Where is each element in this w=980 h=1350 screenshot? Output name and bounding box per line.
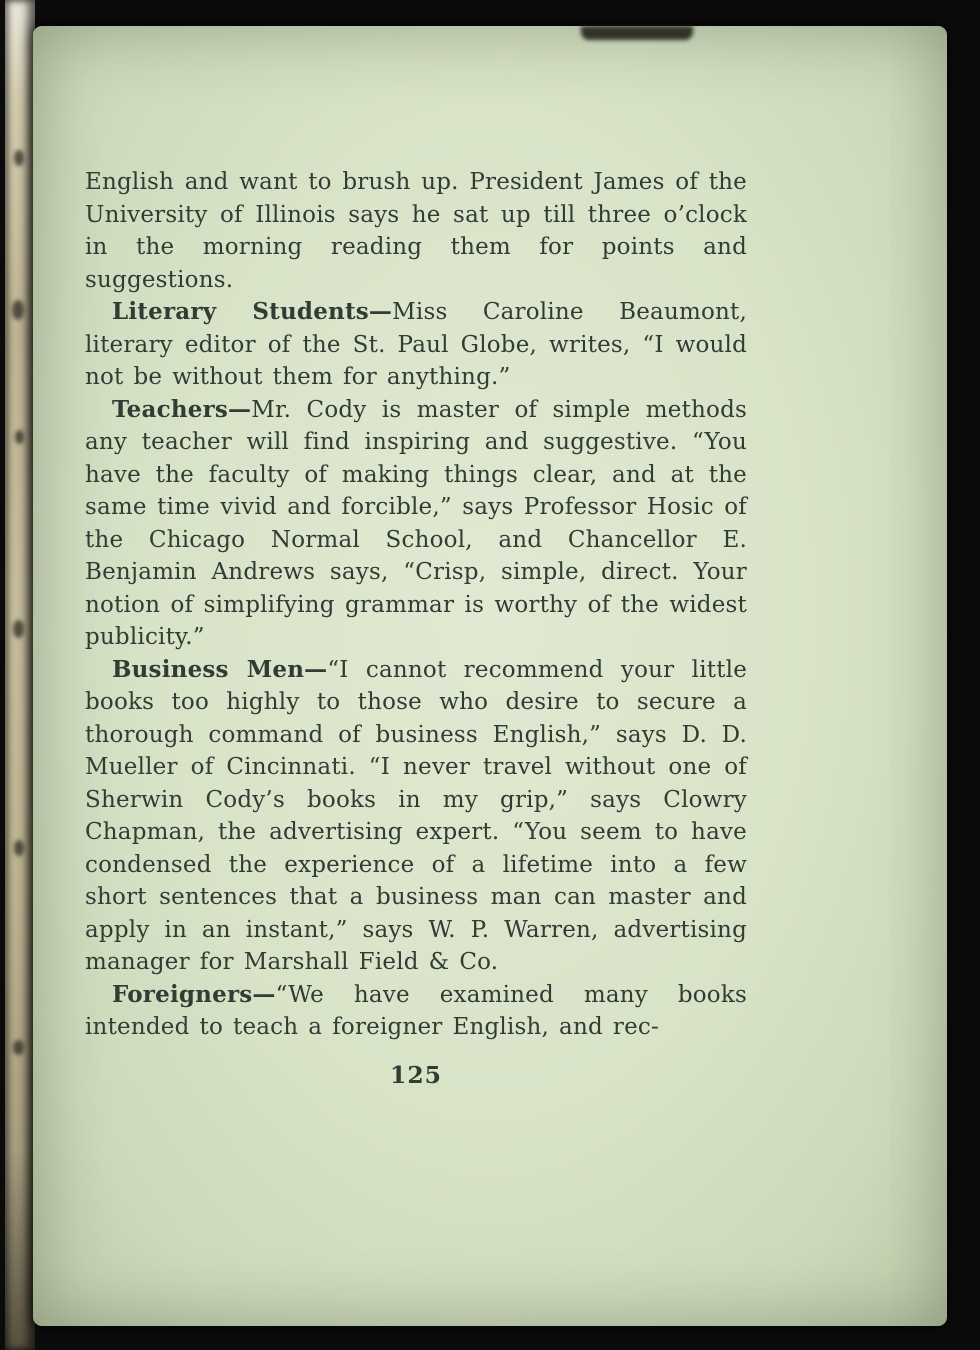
text-block [85, 166, 747, 1091]
paragraph [85, 979, 747, 1044]
book-page [33, 26, 947, 1326]
edge-smudge [13, 1040, 24, 1055]
paragraph-text: Mr. Cody is master of simple methods any teacher will find inspiring and suggestive. “You have the faculty of making things clear, and at the same time vivid and forcible,” says Professor Hosic of the Chicago Normal School, and Chancellor E. Benjamin Andrews says, “Crisp, simple, direct. Your notion of simplifying grammar is worthy of the widest publicity.” [85, 396, 747, 650]
paragraph [85, 166, 747, 296]
paragraph [85, 296, 747, 394]
paragraph-lead: Literary Students— [112, 298, 393, 325]
scan-smudge [581, 26, 693, 40]
paragraph-lead: Foreigners— [112, 980, 276, 1008]
paragraph-text: Miss Caroline Beaumont, literary editor of the St. Paul Globe, writes, “I would not be without them for anything.” [85, 299, 747, 390]
edge-smudge [14, 150, 24, 166]
book-edge-strip [5, 0, 35, 1350]
edge-smudge [13, 620, 24, 638]
paragraph-text: “I cannot recommend your little books too highly to those who desire to secure a thorough command of business English,” says D. D. Mueller of Cincinnati. “I never travel without one of Sherwin Cody’s books in my grip,” says Clowry Chapman, the advertising expert. “You seem to have condensed the experience of a lifetime into a few short sentences that a business man can master and apply in an instant,” says W. P. Warren, advertising manager for Marshall Field & Co. [85, 656, 748, 975]
edge-smudge [14, 840, 24, 856]
paragraph-lead: Teachers— [112, 395, 252, 423]
paragraph-text: English and want to brush up. President James of the University of Illinois says he sat up till three o’clock in the morning reading them for points and suggestions. [85, 169, 747, 293]
paragraph-lead: Business Men— [112, 655, 328, 683]
page-number: 125 [389, 1060, 443, 1089]
edge-smudge [12, 300, 24, 320]
paragraph-text: “We have examined many books intended to teach a foreigner English, and rec- [85, 981, 747, 1040]
paragraph [85, 654, 747, 979]
edge-smudge [15, 430, 24, 444]
paragraph [85, 394, 747, 654]
